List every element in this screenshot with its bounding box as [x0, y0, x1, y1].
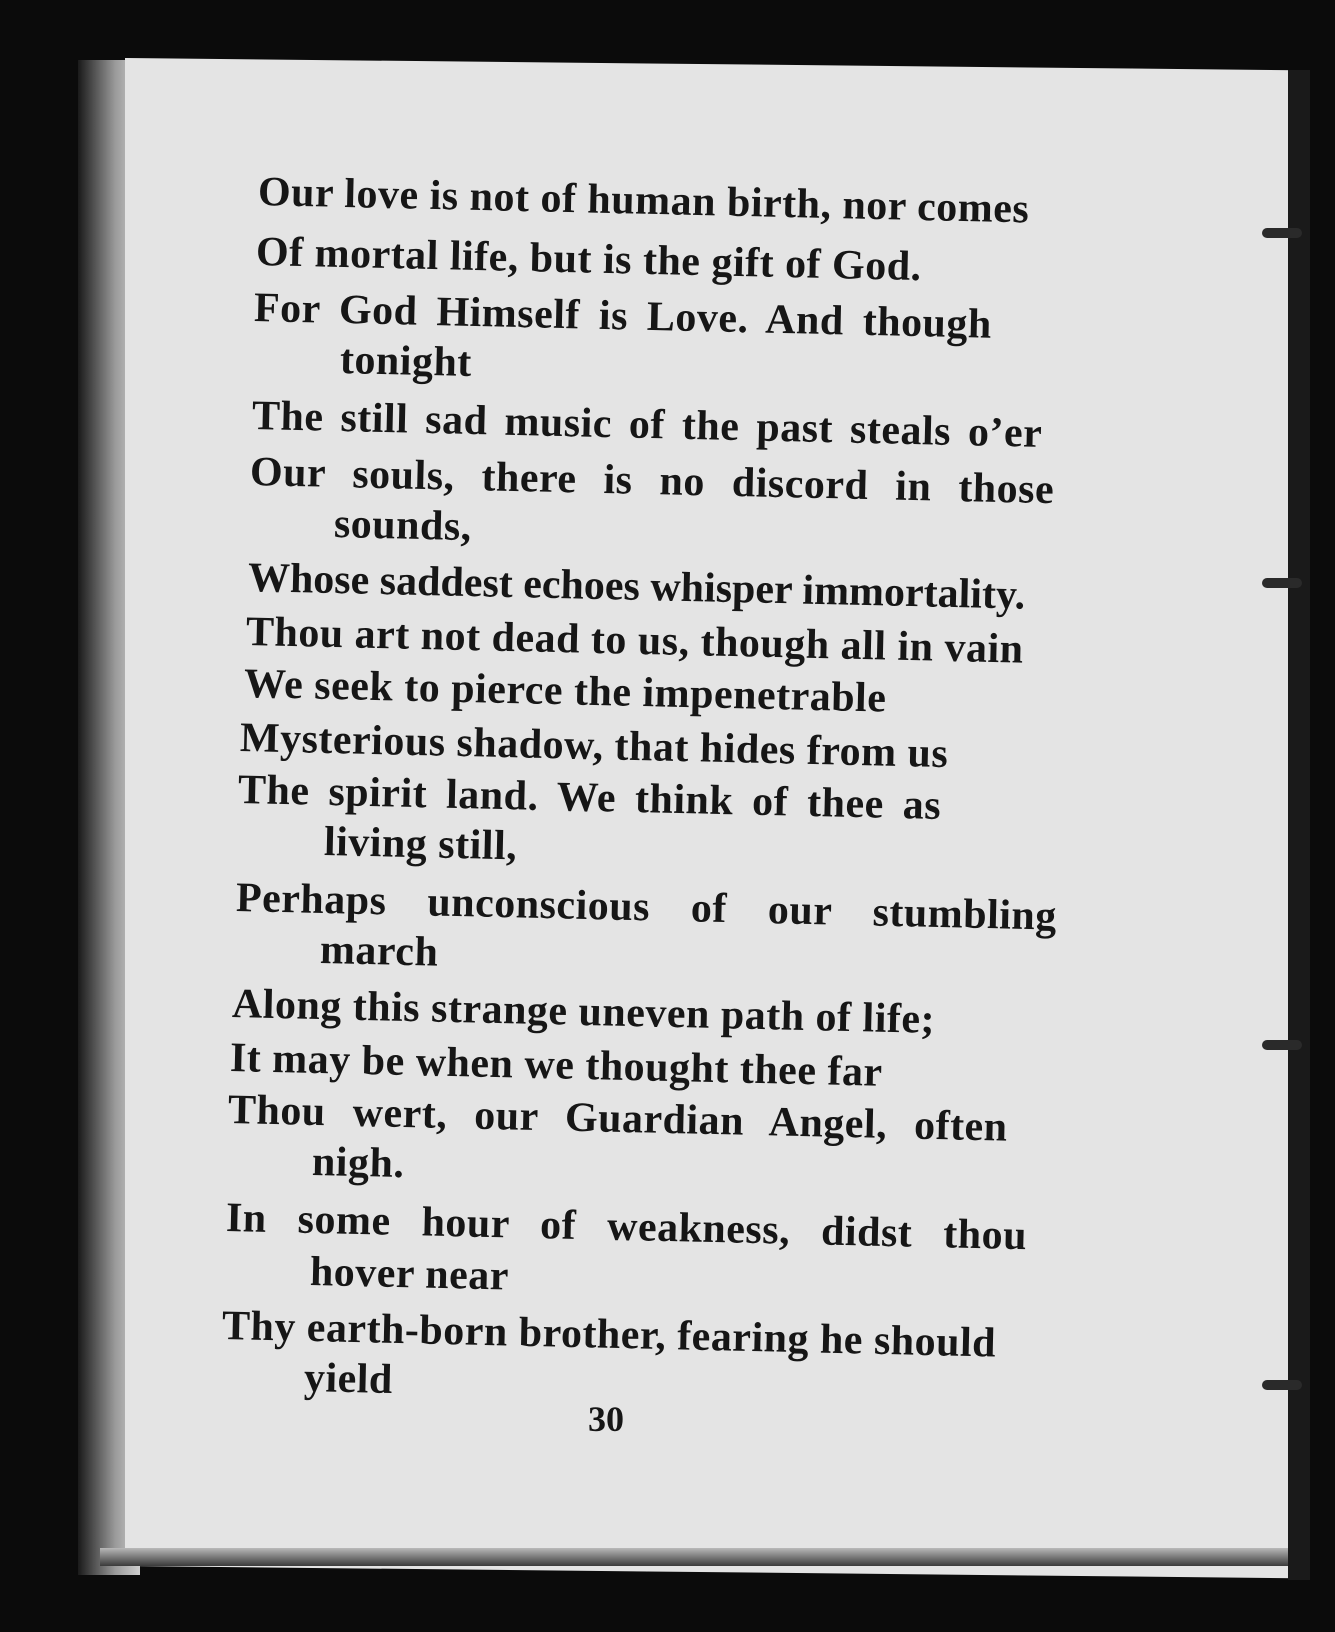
poem-line: We seek to pierce the impenetrable: [243, 661, 887, 722]
poem-line: Our love is not of human birth, nor comes: [257, 169, 1030, 233]
poem-line: Perhaps unconscious of our stumbling: [235, 875, 1058, 940]
poem-line: Of mortal life, but is the gift of God.: [255, 229, 923, 291]
poem-line: Mysterious shadow, that hides from us: [239, 715, 949, 778]
poem-line: tonight: [339, 337, 473, 386]
poem-line: The spirit land. We think of thee as: [237, 767, 942, 829]
poem-line: sounds,: [333, 501, 473, 551]
poem-line: march: [319, 927, 439, 976]
poem-line: Thou art not dead to us, though all in vain: [245, 609, 1025, 673]
poem-line: yield: [303, 1355, 394, 1404]
poem-line: Thy earth-born brother, fearing he should: [221, 1303, 997, 1367]
poem-line: It may be when we thought thee far: [229, 1035, 884, 1096]
poem-line: Along this strange uneven path of life;: [231, 981, 936, 1043]
poem-line: Our souls, there is no discord in those: [249, 449, 1055, 514]
poem-line: living still,: [323, 819, 518, 870]
poem-line: Whose saddest echoes whisper immortality.: [247, 555, 1026, 619]
poem-line: Thou wert, our Guardian Angel, often: [227, 1087, 1009, 1151]
page-number: 30: [588, 1399, 624, 1439]
poem-line: For God Himself is Love. And though: [253, 285, 993, 348]
poem-line: In some hour of weakness, didst thou: [225, 1195, 1028, 1260]
poem-line: hover near: [309, 1249, 510, 1300]
poem-line: nigh.: [311, 1139, 405, 1188]
poem-line: The still sad music of the past steals o’er: [251, 393, 1043, 457]
